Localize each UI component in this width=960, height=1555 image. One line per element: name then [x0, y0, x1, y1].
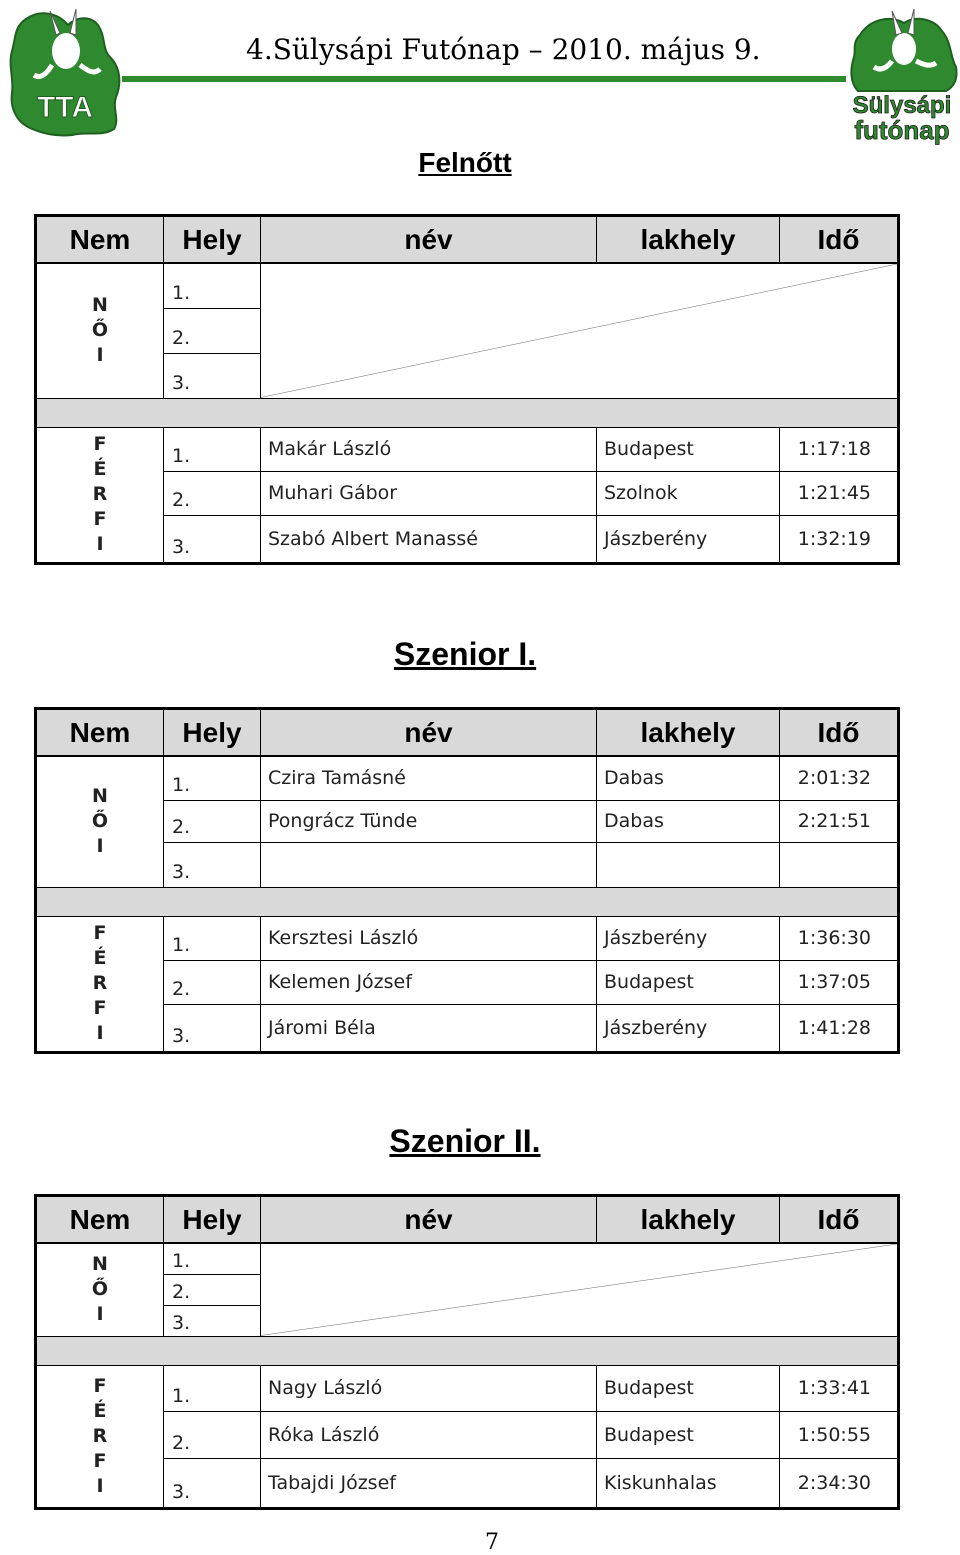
place-cell: 2. [164, 1411, 261, 1458]
col-header-nem: Nem [36, 709, 164, 757]
table-row [36, 1411, 899, 1458]
separator-row [36, 398, 899, 427]
runner-time: 1:36:30 [780, 916, 899, 960]
runner-city: Dabas [597, 756, 780, 800]
table-row [36, 1458, 899, 1508]
runner-name: Kelemen József [261, 960, 597, 1004]
runner-city: Budapest [597, 960, 780, 1004]
col-header-nem: Nem [36, 1196, 164, 1244]
results-table-szenior-1 [34, 707, 900, 1054]
table-header-row [36, 216, 899, 264]
runner-city: Budapest [597, 1365, 780, 1411]
runner-time: 1:21:45 [780, 471, 899, 515]
col-header-hely: Hely [164, 1196, 261, 1244]
table-row [36, 756, 899, 800]
runner-city: Jászberény [597, 1004, 780, 1052]
table-row [36, 1004, 899, 1052]
col-header-lakhely: lakhely [597, 1196, 780, 1244]
place-cell: 2. [164, 471, 261, 515]
place-cell: 2. [164, 800, 261, 842]
table-row [36, 960, 899, 1004]
col-header-nev: név [261, 709, 597, 757]
table-row [36, 263, 899, 308]
place-cell: 2. [164, 308, 261, 353]
table-row [36, 1365, 899, 1411]
sulysapi-logo-text-2: futónap [854, 115, 950, 145]
runner-city: Jászberény [597, 515, 780, 563]
gender-cell-noi: N Ő I [36, 1243, 164, 1336]
empty-results-cell [261, 1243, 899, 1336]
col-header-hely: Hely [164, 216, 261, 264]
table-row [36, 842, 899, 887]
gender-cell-noi: N Ő I [36, 756, 164, 887]
col-header-lakhely: lakhely [597, 216, 780, 264]
sulysapi-logo-text-1: Sülysápi [852, 92, 952, 119]
runner-time: 2:21:51 [780, 800, 899, 842]
col-header-nev: név [261, 1196, 597, 1244]
col-header-ido: Idő [780, 1196, 899, 1244]
section-title-szenior-1: Szenior I. [393, 636, 537, 672]
runner-name: Róka László [261, 1411, 597, 1458]
runner-name: Makár László [261, 427, 597, 471]
place-cell: 1. [164, 1243, 261, 1274]
gender-cell-ferfi: F É R F I [36, 916, 164, 1052]
gender-cell-noi: N Ő I [36, 263, 164, 398]
results-table-szenior-2 [34, 1194, 900, 1510]
tta-logo [6, 5, 124, 137]
runner-name: Kersztesi László [261, 916, 597, 960]
table-header-row [36, 1196, 899, 1244]
header-rule [122, 76, 846, 82]
section-title-szenior-2: Szenior II. [389, 1123, 541, 1159]
table-header-row [36, 709, 899, 757]
place-cell: 1. [164, 427, 261, 471]
diagonal-strike [261, 264, 897, 398]
sulysapi-futonap-logo [846, 5, 958, 145]
runner-city: Jászberény [597, 916, 780, 960]
col-header-ido: Idő [780, 709, 899, 757]
diagonal-strike [261, 1244, 897, 1336]
place-cell: 3. [164, 842, 261, 887]
col-header-ido: Idő [780, 216, 899, 264]
separator-row [36, 1336, 899, 1365]
runner-name: Tabajdi József [261, 1458, 597, 1508]
place-cell: 1. [164, 916, 261, 960]
place-cell: 3. [164, 353, 261, 398]
table-row [36, 471, 899, 515]
page-number: 7 [485, 1530, 499, 1555]
runner-time: 1:37:05 [780, 960, 899, 1004]
runner-time: 1:41:28 [780, 1004, 899, 1052]
place-cell: 1. [164, 756, 261, 800]
runner-name: Muhari Gábor [261, 471, 597, 515]
table-row [36, 515, 899, 563]
runner-city: Budapest [597, 427, 780, 471]
results-table-felnott [34, 214, 900, 565]
runner-name: Járomi Béla [261, 1004, 597, 1052]
section-title-felnott: Felnőtt [418, 147, 512, 178]
place-cell: 2. [164, 960, 261, 1004]
separator-row [36, 887, 899, 916]
place-cell: 2. [164, 1274, 261, 1305]
gender-cell-ferfi: F É R F I [36, 427, 164, 563]
runner-time: 2:01:32 [780, 756, 899, 800]
table-row [36, 800, 899, 842]
empty-results-cell [261, 263, 899, 398]
runner-time: 1:33:41 [780, 1365, 899, 1411]
col-header-hely: Hely [164, 709, 261, 757]
place-cell: 1. [164, 263, 261, 308]
col-header-lakhely: lakhely [597, 709, 780, 757]
col-header-nem: Nem [36, 216, 164, 264]
runner-time [780, 842, 899, 887]
place-cell: 3. [164, 1305, 261, 1336]
tta-logo-text: TTA [36, 91, 94, 124]
gender-cell-ferfi: F É R F I [36, 1365, 164, 1508]
runner-name: Czira Tamásné [261, 756, 597, 800]
runner-time: 2:34:30 [780, 1458, 899, 1508]
place-cell: 3. [164, 515, 261, 563]
runner-name: Pongrácz Tünde [261, 800, 597, 842]
runner-name: Szabó Albert Manassé [261, 515, 597, 563]
runner-time: 1:17:18 [780, 427, 899, 471]
runner-city: Dabas [597, 800, 780, 842]
runner-city: Szolnok [597, 471, 780, 515]
runner-time: 1:50:55 [780, 1411, 899, 1458]
runner-city: Budapest [597, 1411, 780, 1458]
table-row [36, 1243, 899, 1274]
table-row [36, 916, 899, 960]
runner-name: Nagy László [261, 1365, 597, 1411]
place-cell: 3. [164, 1004, 261, 1052]
col-header-nev: név [261, 216, 597, 264]
place-cell: 3. [164, 1458, 261, 1508]
runner-city [597, 842, 780, 887]
place-cell: 1. [164, 1365, 261, 1411]
table-row [36, 427, 899, 471]
page-header-title: 4.Sülysápi Futónap – 2010. május 9. [246, 33, 761, 66]
runner-city: Kiskunhalas [597, 1458, 780, 1508]
runner-name [261, 842, 597, 887]
runner-time: 1:32:19 [780, 515, 899, 563]
